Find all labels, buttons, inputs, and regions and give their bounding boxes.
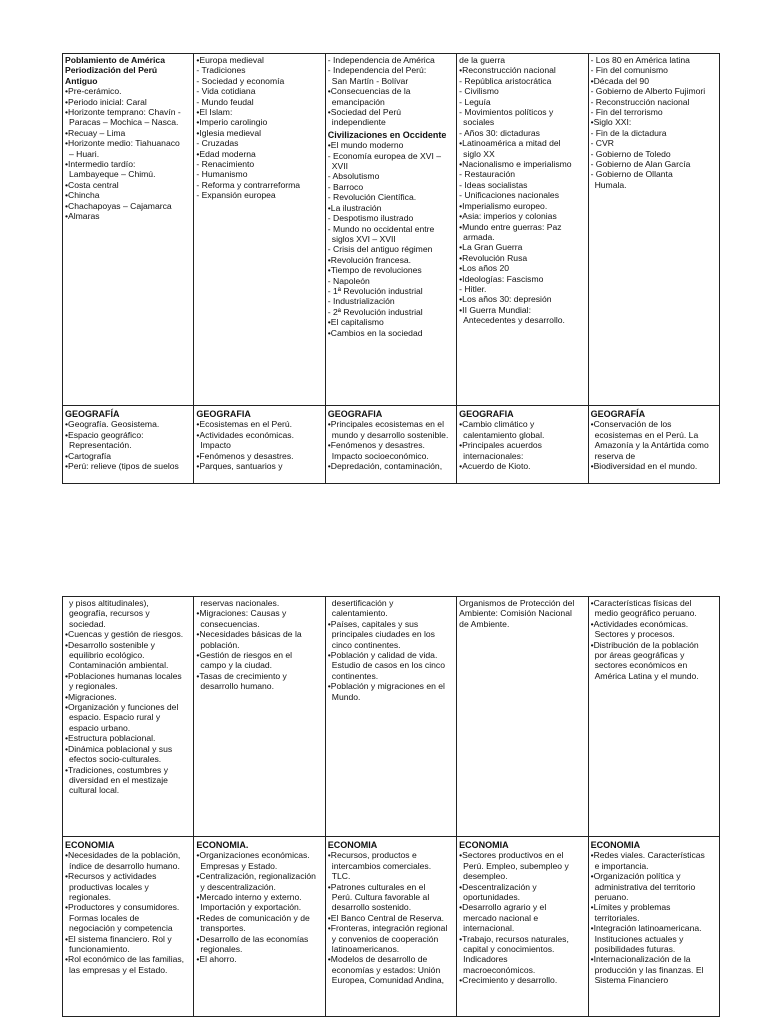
cell-line: •Ideologías: Fascismo — [459, 273, 544, 284]
cell-line: latinoamericanos. — [331, 944, 400, 955]
cell-line: Contaminación ambiental. — [69, 660, 169, 671]
cell-line: •Consecuencias de la — [327, 86, 411, 97]
cell-line: •Horizonte temprano: Chavín - — [65, 107, 181, 118]
cell-line: Representación. — [69, 440, 132, 451]
cell-line: geografía, recursos y — [69, 608, 150, 619]
cell-line: •Países, capitales y sus — [327, 618, 419, 629]
cell-line: •Almaras — [65, 211, 100, 222]
cell-line: •Distribución de la población — [590, 639, 699, 650]
cell-line: espacio urbano. — [69, 722, 131, 733]
cell-line: •Parques, santuarios y — [196, 461, 283, 472]
cell-line: •Reconstrucción nacional — [459, 65, 556, 76]
cell-line: campo y la ciudad. — [200, 660, 273, 671]
cell-line: Poblamiento de América — [65, 55, 165, 65]
cell-line: siglo XX — [463, 148, 495, 159]
cell-line: •Límites y problemas — [590, 902, 671, 913]
cell-line: - Sociedad y economía — [196, 75, 285, 86]
cell-line: •Mundo entre guerras: Paz — [459, 221, 562, 232]
cell-line: Organismos de Protección del — [459, 598, 575, 608]
cell-line: •Descentralización y — [459, 881, 537, 892]
cell-line: mundo y desarrollo sostenible. — [331, 429, 449, 440]
cell-line: •Principales acuerdos — [459, 440, 542, 451]
cell — [325, 406, 456, 484]
section-heading: ECONOMIA. — [196, 840, 249, 850]
cell-line: - Ideas socialistas — [459, 179, 528, 190]
cell-line: - Civilismo — [459, 86, 499, 97]
cell-line: •Poblaciones humanas locales — [65, 670, 182, 681]
cell-line: Humala. — [594, 179, 627, 190]
cell-line: •Biodiversidad en el mundo. — [590, 461, 698, 472]
cell-line: •Espacio geográfico: — [65, 429, 144, 440]
cell-line: Importación y exportación. — [200, 902, 302, 913]
section-heading: ECONOMIA — [65, 840, 115, 850]
cell-line: - Independencia del Perú: — [327, 65, 427, 76]
cell-line: - Unificaciones nacionales — [459, 190, 560, 201]
cell — [194, 406, 325, 484]
cell-line: - Mundo feudal — [196, 96, 254, 107]
cell — [63, 54, 194, 406]
cell-line: - Fin del comunismo — [590, 65, 668, 76]
cell-line: - Crisis del antiguo régimen — [327, 244, 433, 255]
cell-line: •Redes de comunicación y de — [196, 912, 310, 923]
section-heading: ECONOMIA — [459, 840, 509, 850]
cell-line: efectos socio-culturales. — [69, 754, 162, 765]
cell-line: negociación y competencia — [69, 923, 173, 934]
cell — [63, 406, 194, 484]
geography-row-continued — [63, 597, 720, 837]
cell-line: •Costa central — [65, 179, 119, 190]
cell-line: •Crecimiento y desarrollo. — [459, 975, 558, 986]
cell-line: - Reconstrucción nacional — [590, 96, 690, 107]
cell-line: •Internacionalización de la — [590, 954, 691, 965]
cell-line: •Fronteras, integración regional — [327, 923, 448, 934]
cell-line: •Dinámica poblacional y sus — [65, 743, 173, 754]
curriculum-table-bottom — [62, 596, 719, 1017]
cell-line: - Gobierno de Alan García — [590, 159, 691, 170]
cell-line: regionales. — [69, 892, 112, 903]
cell-line: •Actividades económicas. — [590, 618, 689, 629]
cell-line: Perú. Empleo, subempleo y — [463, 860, 569, 871]
cell-line: - Renacimiento — [196, 159, 255, 170]
cell-line: regionales. — [200, 944, 243, 955]
cell-line: •Depredación, contaminación, — [327, 461, 443, 472]
cell-line: - 2ª Revolución industrial — [327, 306, 423, 317]
cell-line: •Horizonte medio: Tiahuanaco — [65, 138, 180, 149]
cell-line: calentamiento global. — [463, 429, 545, 440]
cell-line: TLC. — [331, 871, 351, 882]
cell-line: •Desarrollo sostenible y — [65, 639, 155, 650]
cell-line: •Nacionalismo e imperialismo — [459, 159, 572, 170]
cell-line: •La Gran Guerra — [459, 242, 523, 253]
cell — [588, 597, 719, 837]
section-heading: GEOGRAFIA — [459, 409, 514, 419]
cell-line: •Chachapoyas – Cajamarca — [65, 200, 172, 211]
section-heading: GEOGRAFÍA — [590, 409, 646, 419]
cell-line: principales ciudades en los — [331, 629, 435, 640]
cell-line: - Los 80 en América latina — [590, 55, 690, 65]
cell-line: - Tradiciones — [196, 65, 246, 76]
cell-line: siglos XVI – XVII — [331, 233, 396, 244]
cell-line: sectores económicos en — [594, 660, 688, 671]
cell-line: Indicadores — [463, 954, 508, 965]
cell-line: peruano. — [594, 892, 629, 903]
cell-line: - Fin del terrorismo — [590, 107, 663, 118]
cell-line: equilibrio ecológico. — [69, 650, 145, 661]
cell — [63, 597, 194, 837]
cell-line: •Necesidades básicas de la — [196, 629, 302, 640]
cell-line: •Latinoamérica a mitad del — [459, 138, 561, 149]
cell-line: desarrollo humano. — [200, 681, 274, 692]
cell-line: de Ambiente. — [459, 618, 510, 629]
cell-line: producción y las finanzas. El — [594, 964, 704, 975]
cell-line: •Asia: imperios y colonias — [459, 211, 557, 222]
cell-line: Formas locales de — [69, 912, 140, 923]
cell-line: y pisos altitudinales), — [69, 598, 149, 608]
cell-line: •Chincha — [65, 190, 100, 201]
cell-line: •Migraciones. — [65, 691, 117, 702]
cell-line: diversidad en el mestizaje — [69, 774, 168, 785]
cell-line: - 1ª Revolución industrial — [327, 285, 423, 296]
cell-line: e importancia. — [594, 860, 649, 871]
cell-line: América Latina y el mundo. — [594, 670, 699, 681]
cell-line: Mundo. — [331, 691, 361, 702]
cell-line: - Hitler. — [459, 283, 487, 294]
cell-line: - Despotismo ilustrado — [327, 213, 414, 224]
cell-line: - Leguía — [459, 96, 491, 107]
cell-line: •Desarrollo de las economías — [196, 933, 309, 944]
cell-line: cultural local. — [69, 785, 120, 796]
cell — [588, 406, 719, 484]
cell-line: Amazonía y la Antártida como — [594, 440, 709, 451]
cell-line: •Geografía. Geosistema. — [65, 419, 160, 430]
cell-line: •Necesidades de la población, — [65, 850, 181, 861]
cell-line: •Gestión de riesgos en el — [196, 650, 293, 661]
cell-line: •Perú: relieve (tipos de suelos — [65, 461, 179, 472]
section-heading: ECONOMIA — [590, 840, 641, 850]
section-heading: Civilizaciones en Occidente — [327, 129, 447, 140]
cell-line: •Tiempo de revoluciones — [327, 265, 422, 276]
cell-line: reserva de — [594, 450, 636, 461]
cell-line: •Sectores productivos en el — [459, 850, 564, 861]
cell-line: - Humanismo — [196, 169, 248, 180]
cell — [194, 54, 325, 406]
cell — [457, 837, 588, 1017]
cell-line: •Sociedad del Perú — [327, 107, 402, 118]
cell-line: Empresas y Estado. — [200, 860, 278, 871]
cell-line: Ambiente: Comisión Nacional — [459, 608, 572, 619]
cell-line: - Vida cotidiana — [196, 86, 256, 97]
cell-line: •Centralización, regionalización — [196, 871, 316, 882]
cell-line: •Estructura poblacional. — [65, 733, 156, 744]
cell-line: •Periodo inicial: Caral — [65, 96, 147, 107]
cell-line: •Rol económico de las familias, — [65, 954, 185, 965]
cell-line: •Cartografía — [65, 450, 111, 461]
cell-line: calentamiento. — [331, 608, 388, 619]
cell-line: •II Guerra Mundial: — [459, 304, 531, 315]
cell-line: índice de desarrollo humano. — [69, 860, 180, 871]
curriculum-table-top — [62, 53, 719, 484]
economy-row — [63, 837, 720, 1017]
cell-line: oportunidades. — [463, 892, 521, 903]
cell-line: armada. — [463, 231, 495, 242]
geography-row — [63, 406, 720, 484]
cell-line: •La ilustración — [327, 202, 382, 213]
cell-line: productivas locales y — [69, 881, 149, 892]
cell-line: •El sistema financiero. Rol y — [65, 933, 172, 944]
cell-line: San Martín - Bolívar — [331, 75, 409, 86]
cell-line: •Mercado interno y externo. — [196, 892, 302, 903]
cell-line: •Organización política y — [590, 871, 681, 882]
cell-line: - Industrialización — [327, 296, 395, 307]
cell-line: Antecedentes y desarrollo. — [463, 315, 565, 326]
cell-line: - Cruzadas — [196, 138, 239, 149]
cell-line: •Desarrollo agrario y el — [459, 902, 547, 913]
cell-line: emancipación — [331, 96, 385, 107]
cell-line: intercambios comerciales. — [331, 860, 432, 871]
cell-line: •Recursos, productos e — [327, 850, 417, 861]
cell-line: •Migraciones: Causas y — [196, 608, 287, 619]
cell-line: Antiguo — [65, 75, 98, 86]
cell-line: mercado nacional e — [463, 912, 539, 923]
cell-line: - CVR — [590, 138, 614, 149]
cell-line: •Revolución francesa. — [327, 254, 412, 265]
cell-line: funcionamiento. — [69, 944, 130, 955]
cell-line: •Trabajo, recursos naturales, — [459, 933, 569, 944]
section-heading: GEOGRAFIA — [196, 409, 251, 419]
section-heading: GEOGRAFIA — [327, 409, 383, 419]
cell-line: - Absolutismo — [327, 171, 380, 182]
cell-line: - Gobierno de Ollanta — [590, 169, 673, 180]
cell — [588, 837, 719, 1017]
cell-line: posibilidades futuras. — [594, 944, 676, 955]
cell — [325, 837, 456, 1017]
cell-line: Sistema Financiero — [594, 975, 669, 986]
cell-line: - Mundo no occidental entre — [327, 223, 435, 234]
cell-line: reservas nacionales. — [200, 598, 280, 608]
cell-line: internacionales: — [463, 450, 524, 461]
cell-line: de la guerra — [459, 55, 506, 65]
cell-line: •Organizaciones económicas. — [196, 850, 310, 861]
cell-line: - Reforma y contrarreforma — [196, 179, 301, 190]
cell — [194, 837, 325, 1017]
cell-line: •Población y migraciones en el — [327, 681, 445, 692]
cell-line: desempleo. — [463, 871, 508, 882]
cell-line: •Cuencas y gestión de riesgos. — [65, 629, 184, 640]
history-row — [63, 54, 720, 406]
cell-line: - Fin de la dictadura — [590, 127, 667, 138]
cell — [63, 837, 194, 1017]
section-heading: GEOGRAFÍA — [65, 409, 120, 419]
cell-line: •El Islam: — [196, 107, 233, 118]
cell-line: continentes. — [331, 670, 379, 681]
cell-line: •Integración latinoamericana. — [590, 923, 702, 934]
cell-line: Lambayeque – Chimú. — [69, 169, 156, 180]
cell-line: - Movimientos políticos y — [459, 107, 554, 118]
cell-line: y convenios de cooperación — [331, 933, 439, 944]
cell-line: Perú. Cultura favorable al — [331, 892, 430, 903]
cell — [325, 597, 456, 837]
cell-line: •Recursos y actividades — [65, 871, 157, 882]
cell-line: - Revolución Científica. — [327, 192, 417, 203]
cell-line: - Años 30: dictaduras — [459, 127, 540, 138]
cell-line: transportes. — [200, 923, 246, 934]
cell-line: •Tradiciones, costumbres y — [65, 764, 168, 775]
cell-line: medio geográfico peruano. — [594, 608, 697, 619]
cell-line: ecosistemas en el Perú. La — [594, 429, 699, 440]
cell-line: XVII — [331, 161, 349, 172]
cell-line: Sectores y procesos. — [594, 629, 675, 640]
cell-line: Paracas – Mochica – Nasca. — [69, 117, 179, 128]
cell-line: •Cambio climático y — [459, 419, 535, 430]
cell-line: Europea, Comunidad Andina, — [331, 975, 445, 986]
cell-line: •Los años 30: depresión — [459, 294, 552, 305]
cell-line: - Independencia de América — [327, 55, 435, 65]
section-heading: ECONOMIA — [327, 840, 378, 850]
cell-line: •Edad moderna — [196, 148, 256, 159]
cell-line: - Economía europea de XVI – — [327, 150, 442, 161]
cell-line: •El mundo moderno — [327, 140, 404, 151]
cell — [457, 54, 588, 406]
cell-line: sociedad. — [69, 618, 106, 629]
cell-line: - Gobierno de Alberto Fujimori — [590, 86, 706, 97]
cell-line: •Fenómenos y desastres. — [196, 450, 294, 461]
cell-line: •Ecosistemas en el Perú. — [196, 419, 293, 430]
cell-line: •Imperio carolingio — [196, 117, 268, 128]
cell-line: •Modelos de desarrollo de — [327, 954, 428, 965]
cell-line: •Organización y funciones del — [65, 702, 179, 713]
cell-line: capital y conocimientos. — [463, 944, 555, 955]
cell-line: •Tasas de crecimiento y — [196, 670, 287, 681]
cell-line: •Imperialismo europeo. — [459, 200, 548, 211]
cell-line: •Siglo XXI: — [590, 117, 632, 128]
cell-line: población. — [200, 639, 240, 650]
cell-line: y regionales. — [69, 681, 118, 692]
cell-line: Estudio de casos en los cinco — [331, 660, 445, 671]
cell-line: •Cambios en la sociedad — [327, 327, 423, 338]
cell-line: - Napoleón — [327, 275, 370, 286]
cell-line: •Redes viales. Características — [590, 850, 705, 861]
cell-line: •El capitalismo — [327, 317, 384, 328]
cell-line: macroeconómicos. — [463, 964, 536, 975]
cell-line: - Expansión europea — [196, 190, 276, 201]
cell-line: •Patrones culturales en el — [327, 881, 426, 892]
cell-line: desertificación y — [331, 598, 394, 608]
cell-line: •Características físicas del — [590, 598, 692, 608]
cell-line: •Productores y consumidores. — [65, 902, 180, 913]
cell-line: las empresas y el Estado. — [69, 964, 168, 975]
cell — [457, 406, 588, 484]
cell — [457, 597, 588, 837]
cell-line: - Barroco — [327, 181, 364, 192]
cell-line: desarrollo sostenido. — [331, 902, 412, 913]
cell-line: •Intermedio tardío: — [65, 159, 136, 170]
cell-line: •Recuay – Lima — [65, 127, 126, 138]
cell-line: Instituciones actuales y — [594, 933, 684, 944]
cell-line: consecuencias. — [200, 618, 260, 629]
cell-line: - Restauración — [459, 169, 516, 180]
cell-line: •Principales ecosistemas en el — [327, 419, 444, 430]
cell-line: - República aristocrática — [459, 75, 552, 86]
cell-line: administrativa del territorio — [594, 881, 696, 892]
cell-line: - Gobierno de Toledo — [590, 148, 671, 159]
cell-line: •Los años 20 — [459, 263, 510, 274]
cell-line: – Huari. — [69, 148, 100, 159]
cell-line: Impacto socioeconómico. — [331, 450, 429, 461]
cell-line: Periodización del Perú — [65, 65, 158, 76]
cell-line: •Actividades económicas. — [196, 429, 294, 440]
cell-line: internacional. — [463, 923, 515, 934]
cell-line: espacio. Espacio rural y — [69, 712, 161, 723]
cell — [325, 54, 456, 406]
cell-line: •Acuerdo de Kioto. — [459, 461, 531, 472]
cell-line: •Conservación de los — [590, 419, 672, 430]
cell-line: y descentralización. — [200, 881, 276, 892]
cell — [194, 597, 325, 837]
cell-line: por áreas geográficas y — [594, 650, 685, 661]
cell — [588, 54, 719, 406]
cell-line: •Revolución Rusa — [459, 252, 528, 263]
cell-line: Impacto — [200, 440, 231, 451]
cell-line: •Población y calidad de vida. — [327, 650, 438, 661]
cell-line: •Iglesia medieval — [196, 127, 262, 138]
cell-line: •Fenómenos y desastres. — [327, 440, 425, 451]
cell-line: •Década del 90 — [590, 75, 649, 86]
cell-line: economías y estados: Unión — [331, 964, 441, 975]
cell-line: •El ahorro. — [196, 954, 237, 965]
cell-line: sociales — [463, 117, 495, 128]
cell-line: cinco continentes. — [331, 639, 401, 650]
cell-line: independiente — [331, 117, 386, 128]
cell-line: •Pre-cerámico. — [65, 86, 122, 97]
cell-line: •Europa medieval — [196, 55, 264, 65]
cell-line: territoriales. — [594, 912, 640, 923]
cell-line: •El Banco Central de Reserva. — [327, 912, 444, 923]
